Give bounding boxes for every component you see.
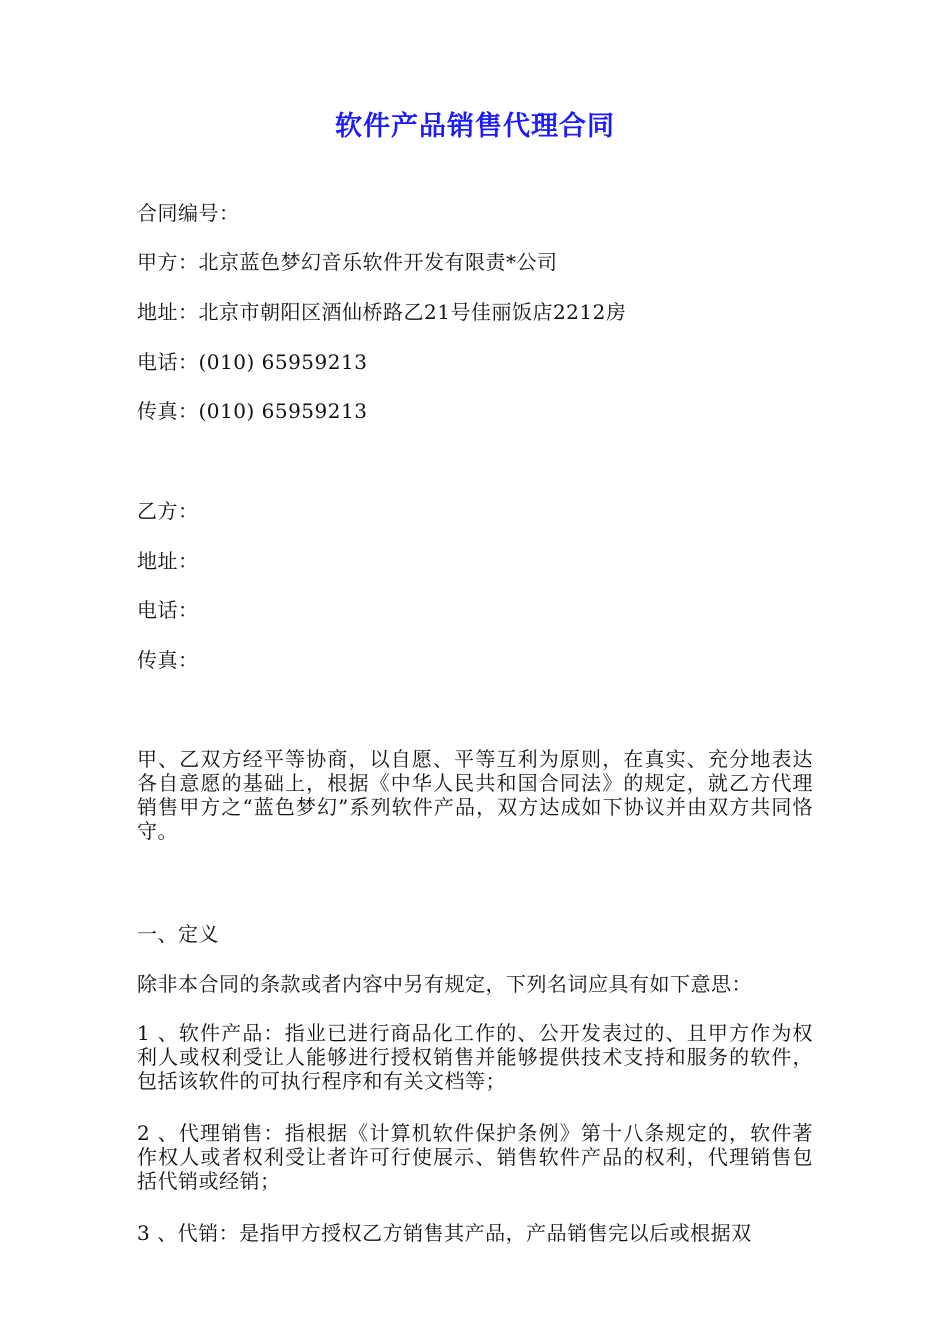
party-a-address: 地址：北京市朝阳区酒仙桥路乙21号佳丽饭店2212房 [137, 300, 627, 324]
party-a-name: 甲方：北京蓝色梦幻音乐软件开发有限责*公司 [137, 250, 558, 274]
section-heading: 一、定义 [137, 922, 219, 946]
party-b-address: 地址： [137, 549, 199, 573]
document-title: 软件产品销售代理合同 [335, 111, 615, 142]
party-b-fax: 传真： [137, 648, 199, 672]
party-a-fax: 传真：(010) 65959213 [137, 399, 368, 423]
intro-paragraph: 甲、乙双方经平等协商，以自愿、平等互利为原则，在真实、充分地表达各自意愿的基础上，根据《中华人民共和国合同法》的规定，就乙方代理销售甲方之“蓝色梦幻”系列软件产品，双方达成如下协议并由双方共同恪守。 [137, 747, 813, 843]
section-lead: 除非本合同的条款或者内容中另有规定，下列名词应具有如下意思： [137, 972, 752, 996]
party-b-name: 乙方： [137, 499, 199, 523]
definition-item-1: 1 、软件产品：指业已进行商品化工作的、公开发表过的、且甲方作为权利人或权利受让人能够进行授权销售并能够提供技术支持和服务的软件，包括该软件的可执行程序和有关文档等； [137, 1021, 813, 1093]
definition-item-3: 3 、代销：是指甲方授权乙方销售其产品，产品销售完以后或根据双 [137, 1221, 752, 1245]
contract-number-label: 合同编号： [137, 201, 240, 225]
party-a-phone: 电话：(010) 65959213 [137, 350, 368, 374]
party-b-phone: 电话： [137, 598, 199, 622]
definition-item-2: 2 、代理销售：指根据《计算机软件保护条例》第十八条规定的，软件著作权人或者权利受让者许可行使展示、销售软件产品的权利，代理销售包括代销或经销； [137, 1121, 813, 1193]
